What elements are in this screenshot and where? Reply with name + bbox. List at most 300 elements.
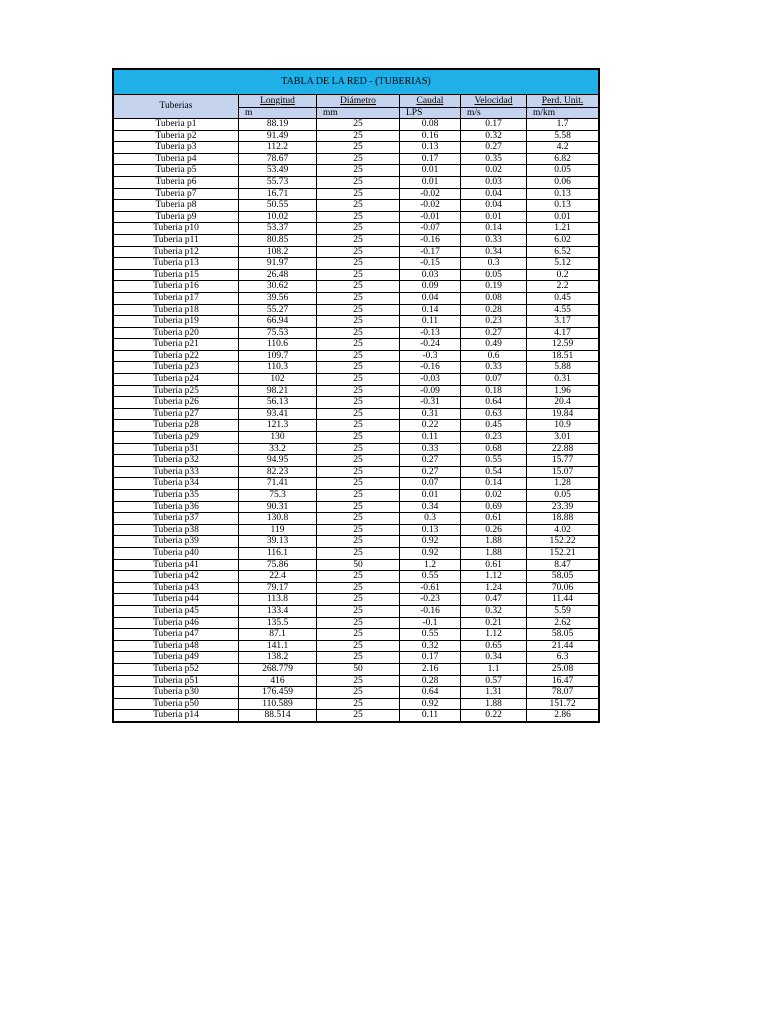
table-row bbox=[114, 466, 598, 478]
table-row bbox=[114, 234, 598, 246]
cell-diametro: 50 bbox=[317, 663, 400, 675]
cell-velocidad: 0.32 bbox=[461, 605, 527, 617]
cell-velocidad: 0.14 bbox=[461, 478, 527, 490]
cell-tuberia: Tuberia p41 bbox=[114, 559, 239, 571]
unit-longitud: m bbox=[239, 108, 317, 119]
cell-velocidad: 0.55 bbox=[461, 455, 527, 467]
cell-tuberia: Tuberia p34 bbox=[114, 478, 239, 490]
cell-longitud: 39.13 bbox=[239, 536, 317, 548]
table-row bbox=[114, 176, 598, 188]
cell-caudal: 0.64 bbox=[400, 687, 461, 699]
cell-caudal: -0.23 bbox=[400, 594, 461, 606]
cell-caudal: 2.16 bbox=[400, 663, 461, 675]
cell-longitud: 110.589 bbox=[239, 698, 317, 710]
table-row bbox=[114, 374, 598, 386]
cell-caudal: 0.27 bbox=[400, 466, 461, 478]
cell-longitud: 135.5 bbox=[239, 617, 317, 629]
cell-caudal: 0.34 bbox=[400, 501, 461, 513]
cell-longitud: 91.49 bbox=[239, 130, 317, 142]
header-longitud: Longitud bbox=[239, 95, 317, 108]
cell-longitud: 108.2 bbox=[239, 246, 317, 258]
table-row bbox=[114, 327, 598, 339]
cell-diametro: 25 bbox=[317, 211, 400, 223]
cell-caudal: 0.07 bbox=[400, 478, 461, 490]
table-row bbox=[114, 687, 598, 699]
cell-longitud: 10.02 bbox=[239, 211, 317, 223]
cell-longitud: 119 bbox=[239, 524, 317, 536]
cell-velocidad: 0.02 bbox=[461, 165, 527, 177]
cell-caudal: -0.13 bbox=[400, 327, 461, 339]
cell-perd-unit: 16.47 bbox=[527, 675, 599, 687]
cell-velocidad: 0.61 bbox=[461, 559, 527, 571]
cell-longitud: 138.2 bbox=[239, 652, 317, 664]
cell-velocidad: 0.34 bbox=[461, 652, 527, 664]
cell-longitud: 141.1 bbox=[239, 640, 317, 652]
unit-caudal: LPS bbox=[400, 108, 461, 119]
table-row bbox=[114, 640, 598, 652]
table-row bbox=[114, 420, 598, 432]
cell-diametro: 25 bbox=[317, 547, 400, 559]
cell-velocidad: 0.35 bbox=[461, 153, 527, 165]
cell-velocidad: 0.21 bbox=[461, 617, 527, 629]
table-row bbox=[114, 629, 598, 641]
cell-tuberia: Tuberia p47 bbox=[114, 629, 239, 641]
header-tuberias: Tuberias bbox=[114, 95, 239, 119]
table-row bbox=[114, 675, 598, 687]
cell-tuberia: Tuberia p28 bbox=[114, 420, 239, 432]
cell-tuberia: Tuberia p29 bbox=[114, 432, 239, 444]
cell-longitud: 88.514 bbox=[239, 710, 317, 721]
cell-caudal: 0.3 bbox=[400, 513, 461, 525]
cell-tuberia: Tuberia p4 bbox=[114, 153, 239, 165]
cell-diametro: 25 bbox=[317, 478, 400, 490]
cell-perd-unit: 5.58 bbox=[527, 130, 599, 142]
cell-tuberia: Tuberia p2 bbox=[114, 130, 239, 142]
cell-caudal: -0.16 bbox=[400, 362, 461, 374]
cell-longitud: 80.85 bbox=[239, 234, 317, 246]
cell-velocidad: 0.04 bbox=[461, 188, 527, 200]
cell-caudal: -0.16 bbox=[400, 605, 461, 617]
table-row bbox=[114, 292, 598, 304]
cell-diametro: 25 bbox=[317, 339, 400, 351]
header-caudal: Caudal bbox=[400, 95, 461, 108]
cell-diametro: 25 bbox=[317, 385, 400, 397]
table-row bbox=[114, 281, 598, 293]
cell-diametro: 25 bbox=[317, 281, 400, 293]
table-row bbox=[114, 582, 598, 594]
cell-tuberia: Tuberia p19 bbox=[114, 316, 239, 328]
cell-perd-unit: 1.28 bbox=[527, 478, 599, 490]
cell-velocidad: 1.24 bbox=[461, 582, 527, 594]
cell-perd-unit: 152.22 bbox=[527, 536, 599, 548]
cell-perd-unit: 15.77 bbox=[527, 455, 599, 467]
cell-longitud: 53.49 bbox=[239, 165, 317, 177]
cell-perd-unit: 0.05 bbox=[527, 165, 599, 177]
cell-caudal: 0.22 bbox=[400, 420, 461, 432]
cell-perd-unit: 4.02 bbox=[527, 524, 599, 536]
cell-tuberia: Tuberia p16 bbox=[114, 281, 239, 293]
cell-longitud: 26.48 bbox=[239, 269, 317, 281]
cell-diametro: 25 bbox=[317, 234, 400, 246]
cell-longitud: 133.4 bbox=[239, 605, 317, 617]
cell-caudal: 0.55 bbox=[400, 571, 461, 583]
table-row bbox=[114, 559, 598, 571]
header-diametro: Diámetro bbox=[317, 95, 400, 108]
cell-velocidad: 0.54 bbox=[461, 466, 527, 478]
cell-tuberia: Tuberia p15 bbox=[114, 269, 239, 281]
table-row bbox=[114, 478, 598, 490]
cell-tuberia: Tuberia p51 bbox=[114, 675, 239, 687]
cell-caudal: -0.09 bbox=[400, 385, 461, 397]
cell-diametro: 25 bbox=[317, 675, 400, 687]
table-row bbox=[114, 594, 598, 606]
table-row bbox=[114, 350, 598, 362]
cell-velocidad: 0.68 bbox=[461, 443, 527, 455]
cell-caudal: 0.08 bbox=[400, 119, 461, 131]
cell-velocidad: 0.07 bbox=[461, 374, 527, 386]
cell-velocidad: 0.18 bbox=[461, 385, 527, 397]
cell-perd-unit: 70.06 bbox=[527, 582, 599, 594]
cell-longitud: 55.27 bbox=[239, 304, 317, 316]
cell-perd-unit: 4.2 bbox=[527, 142, 599, 154]
cell-caudal: -0.24 bbox=[400, 339, 461, 351]
cell-velocidad: 0.57 bbox=[461, 675, 527, 687]
cell-perd-unit: 1.96 bbox=[527, 385, 599, 397]
cell-caudal: -0.07 bbox=[400, 223, 461, 235]
cell-caudal: 0.16 bbox=[400, 130, 461, 142]
cell-diametro: 25 bbox=[317, 200, 400, 212]
table-row bbox=[114, 397, 598, 409]
cell-longitud: 75.53 bbox=[239, 327, 317, 339]
cell-tuberia: Tuberia p44 bbox=[114, 594, 239, 606]
unit-diametro: mm bbox=[317, 108, 400, 119]
cell-caudal: 0.03 bbox=[400, 269, 461, 281]
cell-caudal: 0.13 bbox=[400, 524, 461, 536]
cell-tuberia: Tuberia p25 bbox=[114, 385, 239, 397]
cell-tuberia: Tuberia p24 bbox=[114, 374, 239, 386]
cell-longitud: 91.97 bbox=[239, 258, 317, 270]
cell-velocidad: 0.08 bbox=[461, 292, 527, 304]
cell-longitud: 112.2 bbox=[239, 142, 317, 154]
cell-velocidad: 0.65 bbox=[461, 640, 527, 652]
cell-perd-unit: 2.62 bbox=[527, 617, 599, 629]
table-row bbox=[114, 432, 598, 444]
cell-perd-unit: 6.52 bbox=[527, 246, 599, 258]
cell-velocidad: 0.19 bbox=[461, 281, 527, 293]
header-velocidad: Velocidad bbox=[461, 95, 527, 108]
table-row bbox=[114, 617, 598, 629]
cell-longitud: 56.13 bbox=[239, 397, 317, 409]
unit-velocidad: m/s bbox=[461, 108, 527, 119]
cell-perd-unit: 152.21 bbox=[527, 547, 599, 559]
cell-diametro: 25 bbox=[317, 130, 400, 142]
cell-perd-unit: 18.88 bbox=[527, 513, 599, 525]
table-row bbox=[114, 142, 598, 154]
cell-diametro: 25 bbox=[317, 640, 400, 652]
cell-velocidad: 1.88 bbox=[461, 536, 527, 548]
cell-longitud: 79.17 bbox=[239, 582, 317, 594]
cell-diametro: 25 bbox=[317, 432, 400, 444]
cell-tuberia: Tuberia p40 bbox=[114, 547, 239, 559]
table-row bbox=[114, 246, 598, 258]
cell-perd-unit: 1.7 bbox=[527, 119, 599, 131]
cell-diametro: 25 bbox=[317, 316, 400, 328]
cell-perd-unit: 5.12 bbox=[527, 258, 599, 270]
cell-caudal: 0.92 bbox=[400, 536, 461, 548]
cell-velocidad: 0.6 bbox=[461, 350, 527, 362]
unit-perd-unit: m/km bbox=[527, 108, 599, 119]
cell-caudal: -0.02 bbox=[400, 200, 461, 212]
cell-tuberia: Tuberia p1 bbox=[114, 119, 239, 131]
table-row bbox=[114, 547, 598, 559]
cell-diametro: 25 bbox=[317, 408, 400, 420]
cell-velocidad: 0.28 bbox=[461, 304, 527, 316]
cell-caudal: -0.1 bbox=[400, 617, 461, 629]
cell-caudal: 0.31 bbox=[400, 408, 461, 420]
cell-caudal: 0.11 bbox=[400, 710, 461, 721]
cell-tuberia: Tuberia p3 bbox=[114, 142, 239, 154]
cell-diametro: 25 bbox=[317, 188, 400, 200]
cell-caudal: -0.16 bbox=[400, 234, 461, 246]
cell-tuberia: Tuberia p7 bbox=[114, 188, 239, 200]
table-row bbox=[114, 385, 598, 397]
cell-caudal: -0.3 bbox=[400, 350, 461, 362]
cell-longitud: 94.95 bbox=[239, 455, 317, 467]
cell-diametro: 25 bbox=[317, 710, 400, 721]
cell-diametro: 25 bbox=[317, 513, 400, 525]
cell-caudal: 0.92 bbox=[400, 547, 461, 559]
cell-caudal: 1.2 bbox=[400, 559, 461, 571]
cell-tuberia: Tuberia p22 bbox=[114, 350, 239, 362]
cell-longitud: 93.41 bbox=[239, 408, 317, 420]
cell-caudal: 0.11 bbox=[400, 316, 461, 328]
cell-perd-unit: 78.07 bbox=[527, 687, 599, 699]
cell-diametro: 25 bbox=[317, 362, 400, 374]
cell-diametro: 25 bbox=[317, 501, 400, 513]
cell-velocidad: 0.34 bbox=[461, 246, 527, 258]
table-row bbox=[114, 119, 598, 131]
cell-diametro: 25 bbox=[317, 466, 400, 478]
cell-velocidad: 0.02 bbox=[461, 490, 527, 502]
cell-diametro: 25 bbox=[317, 223, 400, 235]
table-row bbox=[114, 211, 598, 223]
table-row bbox=[114, 316, 598, 328]
cell-diametro: 25 bbox=[317, 605, 400, 617]
cell-tuberia: Tuberia p14 bbox=[114, 710, 239, 721]
table-title: TABLA DE LA RED - (TUBERIAS) bbox=[114, 70, 598, 95]
cell-perd-unit: 5.59 bbox=[527, 605, 599, 617]
cell-velocidad: 0.27 bbox=[461, 142, 527, 154]
cell-caudal: 0.13 bbox=[400, 142, 461, 154]
cell-tuberia: Tuberia p6 bbox=[114, 176, 239, 188]
cell-perd-unit: 12.59 bbox=[527, 339, 599, 351]
cell-longitud: 176.459 bbox=[239, 687, 317, 699]
cell-perd-unit: 20.4 bbox=[527, 397, 599, 409]
header-perd-unit: Perd. Unit. bbox=[527, 95, 599, 108]
cell-diametro: 25 bbox=[317, 374, 400, 386]
table-row bbox=[114, 362, 598, 374]
cell-perd-unit: 10.9 bbox=[527, 420, 599, 432]
cell-diametro: 25 bbox=[317, 490, 400, 502]
cell-diametro: 25 bbox=[317, 617, 400, 629]
cell-longitud: 130 bbox=[239, 432, 317, 444]
cell-caudal: 0.14 bbox=[400, 304, 461, 316]
cell-velocidad: 1.31 bbox=[461, 687, 527, 699]
table-row bbox=[114, 501, 598, 513]
table-row bbox=[114, 710, 598, 721]
cell-longitud: 87.1 bbox=[239, 629, 317, 641]
cell-perd-unit: 11.44 bbox=[527, 594, 599, 606]
cell-caudal: 0.01 bbox=[400, 165, 461, 177]
pipe-table-sheet bbox=[112, 68, 600, 723]
cell-caudal: -0.03 bbox=[400, 374, 461, 386]
cell-tuberia: Tuberia p35 bbox=[114, 490, 239, 502]
cell-velocidad: 1.88 bbox=[461, 547, 527, 559]
pipe-table bbox=[114, 95, 598, 721]
cell-perd-unit: 58.05 bbox=[527, 629, 599, 641]
cell-tuberia: Tuberia p39 bbox=[114, 536, 239, 548]
cell-caudal: 0.17 bbox=[400, 652, 461, 664]
cell-perd-unit: 5.88 bbox=[527, 362, 599, 374]
cell-diametro: 25 bbox=[317, 652, 400, 664]
cell-tuberia: Tuberia p17 bbox=[114, 292, 239, 304]
cell-longitud: 90.31 bbox=[239, 501, 317, 513]
cell-diametro: 50 bbox=[317, 559, 400, 571]
cell-longitud: 109.7 bbox=[239, 350, 317, 362]
cell-tuberia: Tuberia p45 bbox=[114, 605, 239, 617]
cell-perd-unit: 151.72 bbox=[527, 698, 599, 710]
table-row bbox=[114, 200, 598, 212]
table-row bbox=[114, 536, 598, 548]
cell-velocidad: 0.14 bbox=[461, 223, 527, 235]
table-body bbox=[114, 119, 598, 721]
table-row bbox=[114, 490, 598, 502]
cell-perd-unit: 58.05 bbox=[527, 571, 599, 583]
cell-longitud: 78.67 bbox=[239, 153, 317, 165]
table-row bbox=[114, 455, 598, 467]
cell-longitud: 110.6 bbox=[239, 339, 317, 351]
cell-caudal: 0.32 bbox=[400, 640, 461, 652]
cell-longitud: 33.2 bbox=[239, 443, 317, 455]
cell-perd-unit: 25.08 bbox=[527, 663, 599, 675]
cell-velocidad: 0.26 bbox=[461, 524, 527, 536]
cell-perd-unit: 22.88 bbox=[527, 443, 599, 455]
cell-perd-unit: 0.13 bbox=[527, 188, 599, 200]
cell-longitud: 82.23 bbox=[239, 466, 317, 478]
cell-perd-unit: 2.2 bbox=[527, 281, 599, 293]
cell-tuberia: Tuberia p13 bbox=[114, 258, 239, 270]
cell-velocidad: 0.04 bbox=[461, 200, 527, 212]
table-row bbox=[114, 663, 598, 675]
cell-velocidad: 0.17 bbox=[461, 119, 527, 131]
cell-longitud: 121.3 bbox=[239, 420, 317, 432]
table-row bbox=[114, 188, 598, 200]
cell-velocidad: 0.23 bbox=[461, 316, 527, 328]
cell-caudal: 0.01 bbox=[400, 490, 461, 502]
cell-tuberia: Tuberia p10 bbox=[114, 223, 239, 235]
cell-caudal: 0.01 bbox=[400, 176, 461, 188]
cell-perd-unit: 6.02 bbox=[527, 234, 599, 246]
cell-diametro: 25 bbox=[317, 698, 400, 710]
cell-diametro: 25 bbox=[317, 571, 400, 583]
cell-perd-unit: 18.51 bbox=[527, 350, 599, 362]
cell-diametro: 25 bbox=[317, 142, 400, 154]
cell-longitud: 75.3 bbox=[239, 490, 317, 502]
cell-tuberia: Tuberia p11 bbox=[114, 234, 239, 246]
cell-longitud: 53.37 bbox=[239, 223, 317, 235]
cell-perd-unit: 1.21 bbox=[527, 223, 599, 235]
cell-diametro: 25 bbox=[317, 687, 400, 699]
cell-diametro: 25 bbox=[317, 165, 400, 177]
cell-perd-unit: 21.44 bbox=[527, 640, 599, 652]
cell-caudal: 0.33 bbox=[400, 443, 461, 455]
cell-diametro: 25 bbox=[317, 350, 400, 362]
table-row bbox=[114, 130, 598, 142]
cell-perd-unit: 8.47 bbox=[527, 559, 599, 571]
cell-tuberia: Tuberia p9 bbox=[114, 211, 239, 223]
cell-diametro: 25 bbox=[317, 629, 400, 641]
cell-velocidad: 0.61 bbox=[461, 513, 527, 525]
cell-velocidad: 0.22 bbox=[461, 710, 527, 721]
cell-tuberia: Tuberia p30 bbox=[114, 687, 239, 699]
table-row bbox=[114, 605, 598, 617]
table-row bbox=[114, 258, 598, 270]
cell-tuberia: Tuberia p52 bbox=[114, 663, 239, 675]
cell-tuberia: Tuberia p38 bbox=[114, 524, 239, 536]
cell-velocidad: 1.1 bbox=[461, 663, 527, 675]
cell-caudal: -0.61 bbox=[400, 582, 461, 594]
cell-longitud: 30.62 bbox=[239, 281, 317, 293]
cell-velocidad: 0.63 bbox=[461, 408, 527, 420]
cell-tuberia: Tuberia p49 bbox=[114, 652, 239, 664]
cell-caudal: -0.31 bbox=[400, 397, 461, 409]
cell-tuberia: Tuberia p33 bbox=[114, 466, 239, 478]
cell-longitud: 116.1 bbox=[239, 547, 317, 559]
cell-perd-unit: 19.84 bbox=[527, 408, 599, 420]
cell-tuberia: Tuberia p5 bbox=[114, 165, 239, 177]
cell-velocidad: 0.27 bbox=[461, 327, 527, 339]
cell-perd-unit: 0.45 bbox=[527, 292, 599, 304]
cell-tuberia: Tuberia p12 bbox=[114, 246, 239, 258]
cell-velocidad: 0.47 bbox=[461, 594, 527, 606]
cell-tuberia: Tuberia p23 bbox=[114, 362, 239, 374]
cell-longitud: 71.41 bbox=[239, 478, 317, 490]
cell-diametro: 25 bbox=[317, 327, 400, 339]
cell-perd-unit: 0.05 bbox=[527, 490, 599, 502]
cell-longitud: 50.55 bbox=[239, 200, 317, 212]
cell-tuberia: Tuberia p37 bbox=[114, 513, 239, 525]
cell-perd-unit: 4.55 bbox=[527, 304, 599, 316]
cell-caudal: -0.02 bbox=[400, 188, 461, 200]
cell-longitud: 75.86 bbox=[239, 559, 317, 571]
cell-caudal: 0.09 bbox=[400, 281, 461, 293]
cell-longitud: 416 bbox=[239, 675, 317, 687]
cell-longitud: 39.56 bbox=[239, 292, 317, 304]
cell-tuberia: Tuberia p36 bbox=[114, 501, 239, 513]
cell-longitud: 110.3 bbox=[239, 362, 317, 374]
cell-perd-unit: 23.39 bbox=[527, 501, 599, 513]
cell-tuberia: Tuberia p32 bbox=[114, 455, 239, 467]
cell-velocidad: 0.32 bbox=[461, 130, 527, 142]
cell-tuberia: Tuberia p18 bbox=[114, 304, 239, 316]
cell-longitud: 98.21 bbox=[239, 385, 317, 397]
cell-longitud: 268.779 bbox=[239, 663, 317, 675]
cell-velocidad: 1.12 bbox=[461, 571, 527, 583]
table-row bbox=[114, 408, 598, 420]
cell-tuberia: Tuberia p46 bbox=[114, 617, 239, 629]
cell-perd-unit: 0.31 bbox=[527, 374, 599, 386]
cell-caudal: -0.15 bbox=[400, 258, 461, 270]
